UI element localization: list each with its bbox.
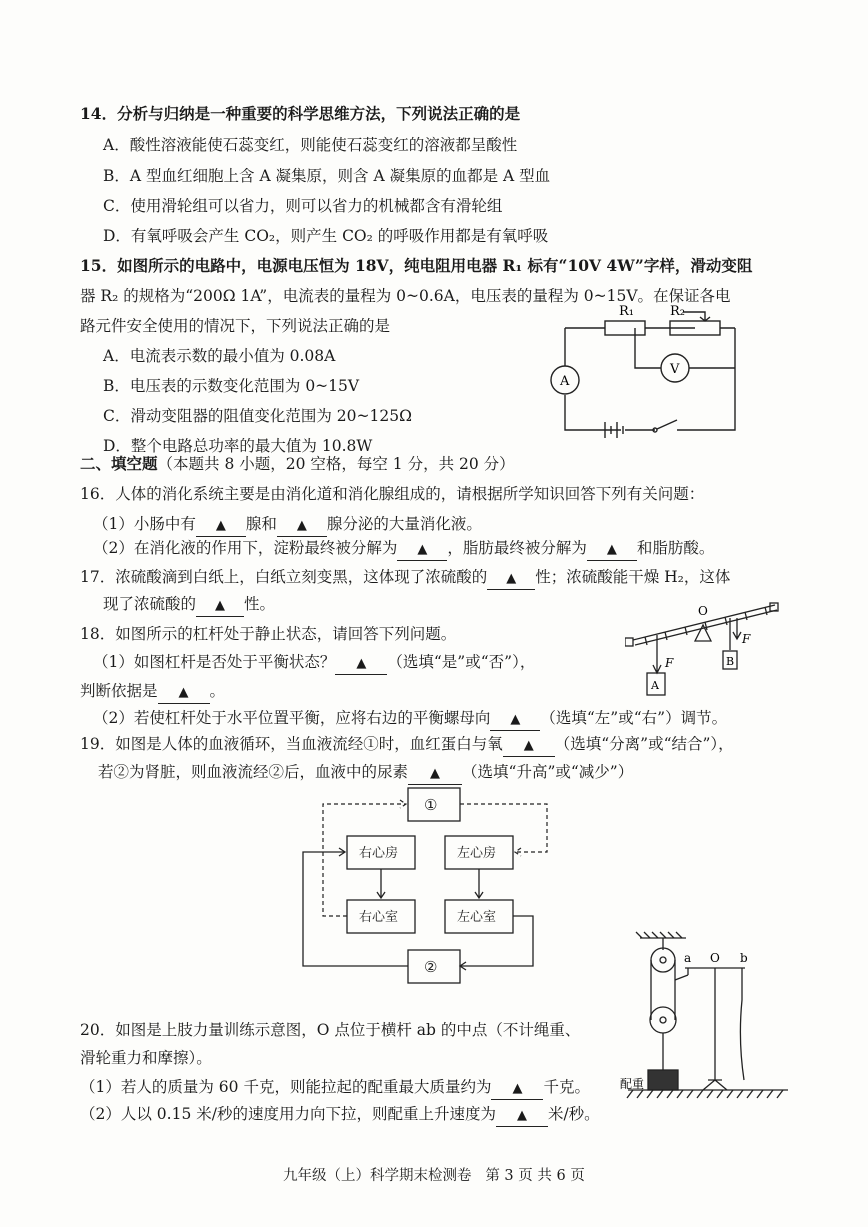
- q14-stem: 14．分析与归纳是一种重要的科学思维方法，下列说法正确的是: [80, 104, 521, 123]
- block-a-label: A: [651, 679, 659, 692]
- q14-option-c: C．使用滑轮组可以省力，则可以省力的机械都含有滑轮组: [103, 197, 503, 215]
- q16-p1-text-a: （1）小肠中有: [93, 515, 196, 533]
- q15-option-c: C．滑动变阻器的阻值变化范围为 20~125Ω: [103, 407, 412, 425]
- answer-blank[interactable]: ▲: [277, 516, 327, 537]
- q16-p2-text-b: ，脂肪最终被分解为: [447, 539, 587, 557]
- r2-label: R₂: [670, 304, 685, 319]
- q18-p1-text-a: （1）如图杠杆是否处于平衡状态？: [93, 653, 336, 671]
- q15-stem-line1: 15．如图所示的电路中，电源电压恒为 18V，纯电阻用电器 R₁ 标有“10V 4W”字样，滑动变阻: [80, 256, 753, 275]
- right-ventricle-label: 右心室: [359, 910, 399, 925]
- answer-blank[interactable]: ▲: [196, 516, 246, 537]
- q14-option-a: A．酸性溶液能使石蕊变红，则能使石蕊变红的溶液都呈酸性: [103, 136, 518, 154]
- answer-blank[interactable]: ▲: [397, 540, 447, 561]
- right-atrium-label: 右心房: [359, 846, 399, 861]
- q15-option-b: B．电压表的示数变化范围为 0~15V: [103, 377, 360, 395]
- q14-option-d: D．有氧呼吸会产生 CO₂，则产生 CO₂ 的呼吸作用都是有氧呼吸: [103, 227, 549, 245]
- q19-text-b: （选填“分离”或“结合”），: [554, 735, 734, 753]
- bar-end-a-label: a: [684, 951, 692, 965]
- bar-end-b-label: b: [740, 951, 748, 965]
- q18-stem: 18．如图所示的杠杆处于静止状态，请回答下列问题。: [80, 625, 457, 643]
- answer-blank[interactable]: ▲: [335, 654, 387, 675]
- pivot-o-label: O: [698, 604, 708, 618]
- q17-text-b: 性；浓硫酸能干燥 H₂，这体: [535, 568, 731, 586]
- answer-blank[interactable]: ▲: [503, 736, 555, 757]
- q17-text-d: 性。: [244, 595, 276, 613]
- blood-circulation-diagram: [295, 780, 575, 995]
- voltmeter-label: V: [670, 362, 680, 377]
- q16-part2: [93, 538, 714, 561]
- q20-p2-text-a: （2）人以 0.15 米/秒的速度用力向下拉，则配重上升速度为: [80, 1105, 496, 1123]
- q18-part1-reason: [80, 681, 225, 704]
- answer-blank[interactable]: ▲: [408, 764, 462, 785]
- answer-blank[interactable]: ▲: [490, 710, 540, 731]
- left-atrium-label: 左心房: [457, 846, 497, 861]
- answer-blank[interactable]: ▲: [587, 540, 637, 561]
- q14-option-b: B．A 型血红细胞上含 A 凝集原，则含 A 凝集原的血都是 A 型血: [103, 167, 551, 185]
- q15-option-a: A．电流表示数的最小值为 0.08A: [103, 347, 336, 365]
- answer-blank[interactable]: ▲: [496, 1106, 548, 1127]
- q20-training-machine-diagram: [618, 930, 793, 1120]
- q17-line2: [103, 594, 275, 617]
- q17-line1: [80, 567, 730, 590]
- q18-part2: [93, 708, 727, 731]
- q20-p2-text-b: 米/秒。: [547, 1105, 600, 1123]
- footer-title: 九年级（上）科学期末检测卷: [283, 1168, 472, 1184]
- force-f-label: F: [742, 632, 751, 646]
- q20-line2: 滑轮重力和摩擦）。: [80, 1049, 212, 1067]
- q17-text-a: 17．浓硫酸滴到白纸上，白纸立刻变黑，这体现了浓硫酸的: [80, 568, 488, 586]
- q18-p1-text-b: （选填“是”或“否”），: [387, 653, 536, 671]
- q16-p1-text-c: 腺分泌的大量消化液。: [326, 515, 482, 533]
- q18-part1: [93, 652, 535, 675]
- q15-stem-line2: 器 R₂ 的规格为“200Ω 1A”，电流表的量程为 0~0.6A，电压表的量程为 0~15V。在保证各电: [80, 287, 731, 305]
- q19-text-d: （选填“升高”或“减少”）: [462, 763, 634, 781]
- q18-p2-text-a: （2）若使杠杆处于水平位置平衡，应将右边的平衡螺母向: [93, 709, 491, 727]
- q18-p1-text-c: 判断依据是: [80, 682, 158, 700]
- q16-p2-text-a: （2）在消化液的作用下，淀粉最终被分解为: [93, 539, 398, 557]
- organ-1-label: ①: [424, 796, 438, 814]
- left-ventricle-label: 左心室: [457, 910, 497, 925]
- q19-text-a: 19．如图是人体的血液循环，当血液流经①时，血红蛋白与氧: [80, 735, 503, 753]
- q18-lever-diagram: [625, 595, 790, 705]
- q20-line1: 20．如图是上肢力量训练示意图，O 点位于横杆 ab 的中点（不计绳重、: [80, 1021, 581, 1039]
- q15-stem-line3: 路元件安全使用的情况下，下列说法正确的是: [80, 317, 391, 335]
- q19-text-c: 若②为肾脏，则血液流经②后，血液中的尿素: [98, 763, 409, 781]
- ammeter-label: A: [560, 374, 570, 389]
- q18-p2-text-b: （选填“左”或“右”）调节。: [540, 709, 728, 727]
- r1-label: R₁: [619, 304, 634, 319]
- q20-part2: [80, 1104, 600, 1127]
- weight-label: 配重: [620, 1077, 645, 1091]
- pivot-o-label: O: [710, 951, 720, 965]
- answer-blank[interactable]: ▲: [491, 1079, 543, 1100]
- answer-blank[interactable]: ▲: [196, 596, 244, 617]
- q20-part1: [80, 1077, 590, 1100]
- q15-option-d: D．整个电路总功率的最大值为 10.8W: [103, 437, 373, 455]
- q18-p1-text-d: 。: [209, 682, 226, 700]
- q19-line1: [80, 734, 734, 757]
- force-f-label: F: [665, 656, 674, 670]
- page-footer: [283, 1164, 585, 1185]
- q16-p2-text-c: 和脂肪酸。: [636, 539, 715, 557]
- q16-part1: [93, 514, 482, 537]
- section-2-note: （本题共 8 小题，20 空格，每空 1 分，共 20 分）: [157, 455, 515, 473]
- q16-p1-text-b: 腺和: [245, 515, 277, 533]
- q17-text-c: 现了浓硫酸的: [103, 595, 197, 613]
- answer-blank[interactable]: ▲: [158, 683, 210, 704]
- q20-p1-text-b: 千克。: [543, 1078, 590, 1096]
- organ-2-label: ②: [424, 958, 438, 976]
- answer-blank[interactable]: ▲: [487, 569, 535, 590]
- q20-p1-text-a: （1）若人的质量为 60 千克，则能拉起的配重最大质量约为: [80, 1078, 492, 1096]
- section-2-header: [80, 454, 515, 474]
- section-2-title: 二、填空题: [80, 454, 158, 473]
- footer-page-number: 第 3 页 共 6 页: [485, 1168, 585, 1184]
- block-b-label: B: [726, 655, 735, 668]
- q16-stem: 16．人体的消化系统主要是由消化道和消化腺组成的，请根据所学知识回答下列有关问题：: [80, 485, 705, 503]
- q15-circuit-diagram: [545, 300, 745, 440]
